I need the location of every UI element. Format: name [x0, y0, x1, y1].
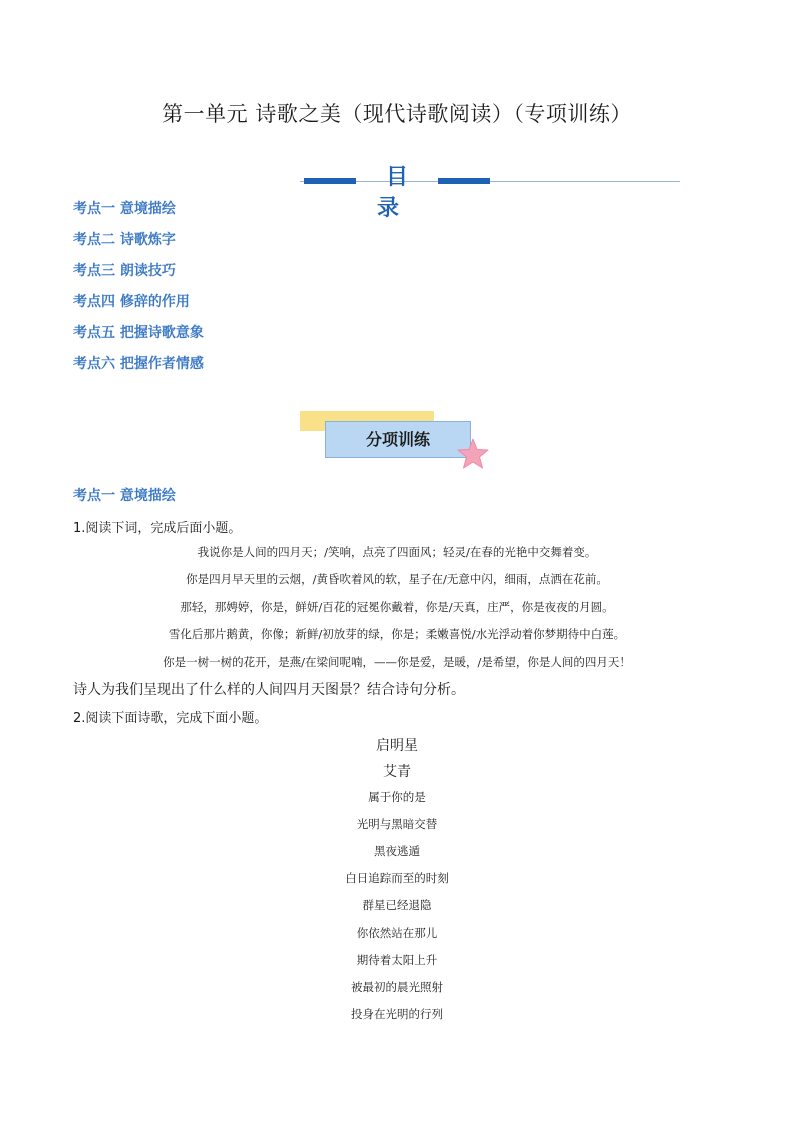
toc-item-3[interactable]: 考点三 朗读技巧 [73, 263, 176, 279]
poem-line: 黑夜逃遁 [374, 844, 420, 858]
toc-bar-right [438, 178, 490, 184]
star-icon [456, 437, 490, 471]
question-1-prompt: 1.阅读下词，完成后面小题。 [73, 521, 242, 536]
poem-line: 期待着太阳上升 [356, 953, 438, 967]
poem-author: 艾青 [383, 764, 411, 780]
toc-item-4[interactable]: 考点四 修辞的作用 [73, 294, 190, 310]
question-2-prompt: 2.阅读下面诗歌，完成下面小题。 [73, 711, 268, 726]
toc-bar-left [304, 178, 356, 184]
page-title: 第一单元 诗歌之美（现代诗歌阅读）（专项训练） [162, 102, 632, 126]
section-heading: 考点一 意境描绘 [73, 488, 176, 504]
poem-line: 投身在光明的行列 [351, 1007, 443, 1021]
poem-line: 属于你的是 [368, 790, 426, 804]
toc-item-1[interactable]: 考点一 意境描绘 [73, 201, 176, 217]
poem-line: 光明与黑暗交替 [356, 817, 438, 831]
poem-line: 雪化后那片鹅黄，你像；新鲜/初放芽的绿，你是；柔嫩喜悦/水光浮动着你梦期待中白莲。 [168, 627, 626, 641]
toc-item-5[interactable]: 考点五 把握诗歌意象 [73, 325, 204, 341]
poem-title: 启明星 [376, 738, 418, 754]
poem-line: 你依然站在那儿 [356, 926, 438, 940]
poem-line: 你是一树一树的花开，是燕/在梁间呢喃，——你是爱，是暖，/是希望，你是人间的四月天！ [163, 655, 631, 669]
section-banner: 分项训练 [325, 421, 471, 458]
toc-item-2[interactable]: 考点二 诗歌炼字 [73, 232, 176, 248]
toc-heading: 目 录 [376, 165, 426, 221]
poem-line: 我说你是人间的四月天；/笑响，点亮了四面风；轻灵/在春的光艳中交舞着变。 [197, 545, 597, 559]
poem-line: 被最初的晨光照射 [351, 980, 443, 994]
poem-line: 群星已经退隐 [362, 898, 432, 912]
question-1-text: 诗人为我们呈现出了什么样的人间四月天图景？结合诗句分析。 [73, 682, 465, 698]
poem-line: 你是四月早天里的云烟，/黄昏吹着风的软，星子在/无意中闪，细雨，点洒在花前。 [186, 572, 608, 586]
toc-item-6[interactable]: 考点六 把握作者情感 [73, 356, 204, 372]
poem-line: 那轻，那娉婷，你是，鲜妍/百花的冠冕你戴着，你是/天真，庄严，你是夜夜的月圆。 [180, 600, 614, 614]
poem-line: 白日追踪而至的时刻 [345, 871, 449, 885]
